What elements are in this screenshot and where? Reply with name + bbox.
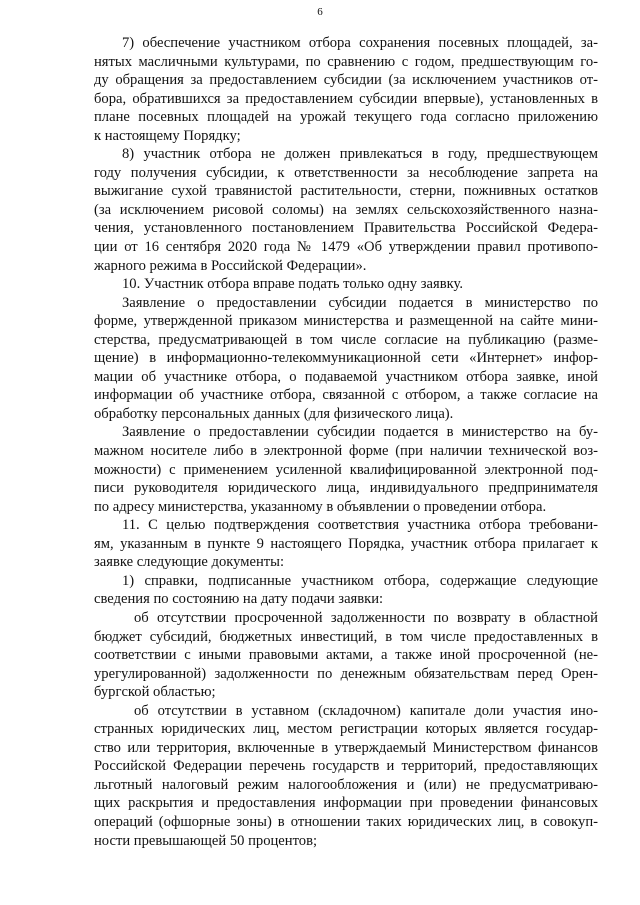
text-line: плане посевных площадей на урожай текущего года согласно приложению — [94, 109, 598, 126]
text-line: жарного режима в Российской Федерации». — [94, 257, 367, 274]
text-line: ду обращения за предоставлением субсидии (за исключением участников от- — [94, 72, 598, 89]
text-line: щение) в информационно-телекоммуникационной сети «Интернет» инфор- — [94, 350, 598, 367]
text-line: 8) участник отбора не должен привлекаться в году, предшествующем — [122, 146, 598, 163]
text-line: щих раскрытия и предоставления информации при проведении финансовых — [94, 795, 598, 812]
text-line: к настоящему Порядку; — [94, 127, 241, 144]
text-line: бургской областью; — [94, 684, 216, 701]
text-line: сведения по состоянию на дату подачи заявки: — [94, 591, 384, 608]
text-line: операций (офшорные зоны) в отношении таких юридических лиц, в совокуп- — [94, 813, 598, 830]
page-number: 6 — [317, 6, 323, 18]
text-line: мажном носителе либо в электронной форме (при наличии технической воз- — [94, 443, 598, 460]
text-line: стерства, предусматривающей в том числе согласие на публикацию (разме- — [94, 331, 598, 348]
text-line: (за исключением рисовой соломы) на землях сельскохозяйственного назна- — [94, 201, 598, 218]
text-line: ям, указанным в пункте 9 настоящего Порядка, участник отбора прилагает к — [94, 535, 598, 552]
text-line: 11. С целью подтверждения соответствия участника отбора требовани- — [122, 517, 598, 534]
text-line: Заявление о предоставлении субсидии подается в министерство на бу- — [122, 424, 598, 441]
text-line: об отсутствии в уставном (складочном) капитале доли участия ино- — [134, 702, 598, 719]
text-line: ности превышающей 50 процентов; — [94, 832, 318, 849]
text-line: заявке следующие документы: — [94, 554, 285, 571]
text-line: странных юридических лиц, местом регистрации которых является государ- — [94, 721, 598, 738]
text-line: можности) с применением усиленной квалифицированной электронной под- — [94, 461, 598, 478]
text-line: льготный налоговый режим налогообложения и (или) не предусматриваю- — [94, 776, 598, 793]
text-line: 1) справки, подписанные участником отбора, содержащие следующие — [122, 572, 598, 589]
text-line: году получения субсидии, к ответственности за несоблюдение запрета на — [94, 164, 598, 181]
text-line: ство или территория, включенные в утверждаемый Министерством финансов — [94, 739, 598, 756]
document-body — [94, 34, 598, 850]
text-line: урегулированной) задолженности по денежным обязательствам перед Орен- — [94, 665, 598, 682]
text-line: чения, установленного постановлением Правительства Российской Федера- — [94, 220, 598, 237]
text-line: выжигание сухой травянистой растительности, стерни, пожнивных остатков — [94, 183, 598, 200]
text-line: бюджет субсидий, бюджетных инвестиций, в том числе предоставленных в — [94, 628, 598, 645]
text-line: 10. Участник отбора вправе подать только одну заявку. — [122, 276, 463, 293]
text-line: по адресу министерства, указанному в объявлении о проведении отбора. — [94, 498, 547, 515]
text-line: ции от 16 сентября 2020 года № 1479 «Об утверждении правил противопо- — [94, 239, 598, 256]
text-line: Заявление о предоставлении субсидии подается в министерство по — [122, 294, 598, 311]
text-line: бора, обратившихся за предоставлением субсидии впервые), установленных в — [94, 90, 598, 107]
text-line: об отсутствии просроченной задолженности по возврату в областной — [134, 609, 598, 626]
text-line: Российской Федерации перечень государств и территорий, предоставляющих — [94, 758, 598, 775]
text-line: информации об участнике отбора, связанной с отбором, а также согласие на — [94, 387, 598, 404]
text-line: обработку персональных данных (для физического лица). — [94, 405, 454, 422]
text-line: форме, утвержденной приказом министерства и размещенной на сайте мини- — [94, 313, 598, 330]
text-line: мации об участнике отбора, о подаваемой участником отбора заявке, иной — [94, 368, 598, 385]
text-line: 7) обеспечение участником отбора сохранения посевных площадей, за- — [122, 35, 598, 51]
text-line: нятых масличными культурами, по сравнению с годом, предшествующим го- — [94, 53, 598, 70]
text-line: соответствии с иными правовыми актами, а также иной просроченной (не- — [94, 647, 598, 664]
text-line: писи руководителя юридического лица, индивидуального предпринимателя — [94, 480, 598, 497]
